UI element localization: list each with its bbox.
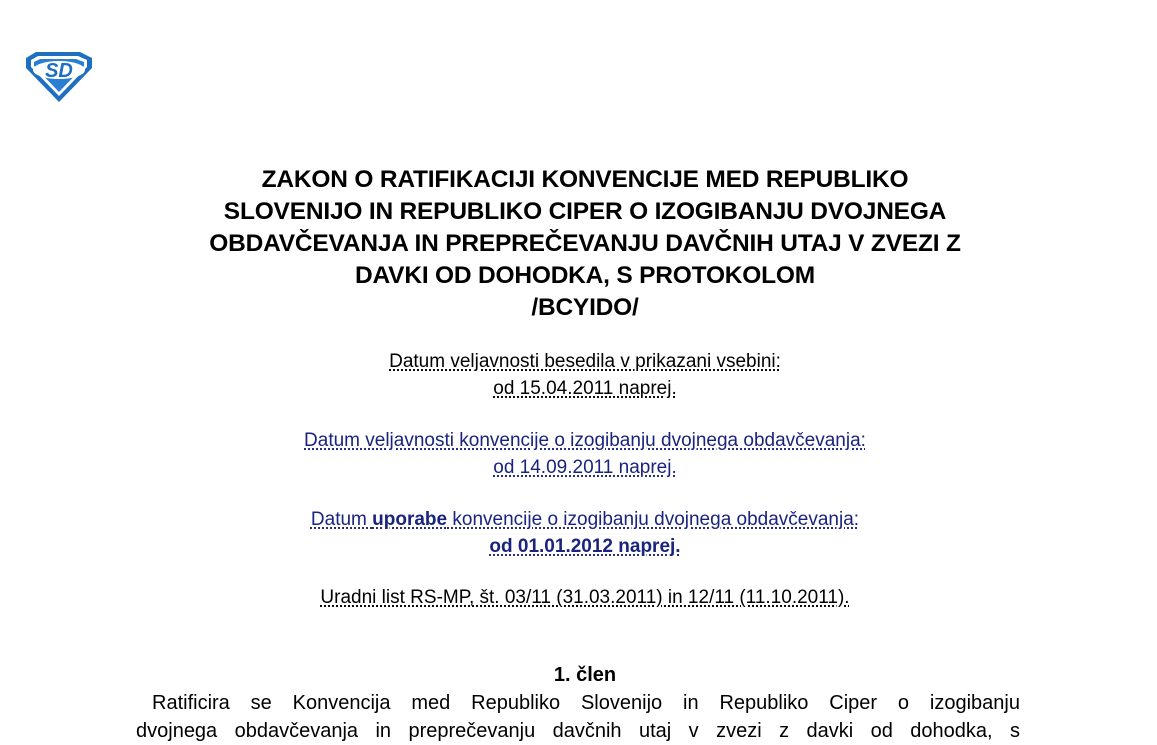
- convention-use-label-emphasis: uporabe: [372, 509, 448, 530]
- article-text-line: dvojnega obdavčevanja in preprečevanju davčnih utaj v zvezi z davki od dohodka, s: [136, 720, 1020, 742]
- title-line: SLOVENIJO IN REPUBLIKO CIPER O IZOGIBANJU DVOJNEGA: [223, 198, 947, 225]
- convention-validity-block: [120, 427, 1050, 481]
- logo-lettering: SD: [45, 60, 73, 82]
- article-text-line: Ratificira se Konvencija med Republiko Slovenijo in Republiko Ciper o izogibanju: [152, 692, 1020, 714]
- convention-use-label-start: Datum: [310, 509, 373, 530]
- article-heading: 1. člen: [553, 664, 617, 686]
- official-gazette-reference[interactable]: Uradni list RS-MP, št. 03/11 (31.03.2011) in 12/11 (11.10.2011).: [320, 587, 850, 608]
- logo-shield-icon: [22, 50, 96, 104]
- official-gazette-block: [120, 584, 1050, 611]
- title-code: /BCYIDO/: [531, 294, 639, 321]
- article-body: [136, 689, 1020, 745]
- logo-emblem: [22, 50, 96, 104]
- text-validity-label[interactable]: Datum veljavnosti besedila v prikazani vsebini:: [389, 351, 781, 372]
- convention-use-label-end: konvencije o izogibanju dvojnega obdavčevanja:: [447, 509, 860, 530]
- convention-use-date[interactable]: od 01.01.2012 naprej.: [489, 536, 681, 557]
- convention-use-block: [120, 506, 1050, 560]
- title-line: DAVKI OD DOHODKA, S PROTOKOLOM: [355, 262, 815, 289]
- text-validity-date[interactable]: od 15.04.2011 naprej.: [493, 378, 677, 399]
- text-validity-block: [120, 348, 1050, 402]
- convention-validity-label[interactable]: Datum veljavnosti konvencije o izogibanju dvojnega obdavčevanja:: [304, 430, 866, 451]
- convention-validity-date[interactable]: od 14.09.2011 naprej.: [493, 457, 677, 478]
- title-line: OBDAVČEVANJA IN PREPREČEVANJU DAVČNIH UTAJ V ZVEZI Z: [209, 230, 961, 257]
- convention-use-label[interactable]: [311, 509, 859, 530]
- title-line: ZAKON O RATIFIKACIJI KONVENCIJE MED REPUBLIKO: [261, 166, 909, 193]
- document-title: [120, 164, 1050, 324]
